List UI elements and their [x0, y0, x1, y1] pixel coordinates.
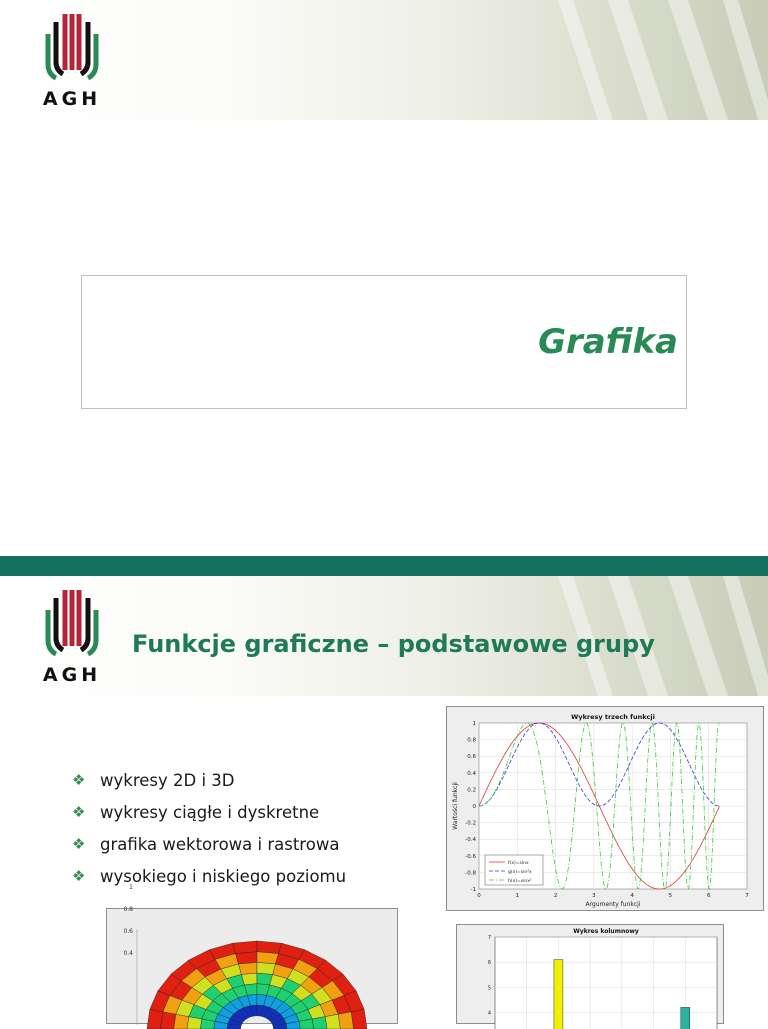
surface-patch	[241, 973, 257, 985]
diamond-bullet-icon: ❖	[72, 867, 86, 885]
x-tick-label: 4	[630, 893, 634, 899]
x-axis-label: Argumenty funkcji	[585, 901, 641, 908]
bar	[681, 1007, 690, 1029]
diamond-bullet-icon: ❖	[72, 803, 86, 821]
bullet-text: wysokiego i niskiego poziomu	[100, 866, 347, 886]
bullet-text: wykresy ciągłe i dyskretne	[100, 802, 320, 822]
surface-plot	[107, 884, 399, 1025]
y-tick-label: 0	[472, 804, 476, 810]
x-tick-label: 0	[477, 893, 481, 899]
header-decoration	[438, 0, 768, 120]
logo-text: AGH	[42, 664, 102, 686]
bullet-item	[72, 828, 402, 860]
y-tick-label: 0.6	[467, 754, 476, 761]
bullet-item	[72, 796, 402, 828]
x-tick-label: 2	[553, 893, 558, 899]
bullet-item	[72, 860, 402, 892]
y-tick-label: 5	[487, 985, 491, 992]
surface-patch	[257, 962, 276, 974]
y-tick-label: 7	[487, 935, 491, 941]
y-tick-label: -0.6	[465, 853, 476, 860]
slide-separator	[0, 556, 768, 576]
slide-title: Grafika	[538, 322, 678, 362]
x-tick-label: 6	[706, 893, 711, 899]
x-tick-label: 5	[668, 893, 673, 899]
legend-label: f(x)=sinx	[508, 861, 529, 866]
y-tick-label: 4	[487, 1010, 491, 1017]
agh-logo	[36, 588, 108, 686]
surface-patch	[160, 1012, 175, 1029]
bullet-item	[72, 764, 402, 796]
y-axis-label: Wartości funkcji	[452, 782, 459, 830]
surface-patch	[312, 1017, 327, 1029]
bar	[554, 960, 563, 1029]
x-tick-label: 3	[592, 893, 596, 899]
agh-logo	[36, 12, 108, 110]
line-chart	[447, 707, 765, 912]
y-tick-label: 0.4	[467, 770, 476, 777]
y-tick-label: -1	[470, 887, 476, 893]
diamond-bullet-icon: ❖	[72, 771, 86, 789]
slide-title: Funkcje graficzne – podstawowe grupy	[132, 630, 655, 658]
bullet-text: grafika wektorowa i rastrowa	[100, 834, 340, 854]
surface-patch	[239, 962, 258, 974]
bullet-text: wykresy 2D i 3D	[100, 770, 235, 790]
z-tick-label: 0.4	[123, 950, 133, 957]
diamond-bullet-icon: ❖	[72, 835, 86, 853]
z-tick-label: 0.8	[123, 906, 133, 913]
surface-patch	[147, 1009, 163, 1029]
legend-label: g(x)=sin²x	[508, 870, 532, 875]
surface-patch	[257, 952, 279, 964]
surface-plot-figure	[106, 884, 398, 1024]
x-tick-label: 7	[745, 893, 749, 899]
slide-header-band	[0, 0, 768, 120]
surface-patch	[236, 952, 258, 964]
surface-patch	[174, 1014, 189, 1029]
agh-emblem-icon	[45, 588, 99, 656]
agh-emblem-icon	[45, 12, 99, 80]
content-slide	[0, 576, 768, 1024]
y-tick-label: -0.2	[465, 820, 476, 827]
surface-patch	[338, 1012, 353, 1029]
chart-title: Wykresy trzech funkcji	[571, 713, 655, 721]
y-tick-label: 1	[472, 721, 476, 727]
surface-patch	[257, 941, 282, 954]
y-tick-label: 0.2	[467, 787, 476, 794]
surface-patch	[351, 1009, 367, 1029]
bar-chart	[457, 925, 725, 1025]
title-box	[81, 275, 687, 409]
y-tick-label: -0.8	[465, 870, 476, 877]
z-tick-label: 1	[129, 884, 133, 891]
bar-chart-figure	[456, 924, 724, 1024]
logo-text: AGH	[42, 88, 102, 110]
line-chart-figure	[446, 706, 764, 911]
y-tick-label: -0.4	[465, 837, 476, 844]
bullet-list	[72, 764, 402, 892]
surface-patch	[325, 1014, 340, 1029]
legend-label: h(x)=sinx²	[508, 879, 532, 884]
z-tick-label: 0.6	[123, 928, 133, 935]
y-tick-label: 6	[487, 960, 491, 967]
chart-title: Wykres kolumnowy	[573, 928, 639, 935]
x-tick-label: 1	[515, 893, 520, 899]
surface-patch	[233, 941, 258, 954]
y-tick-label: 0.8	[467, 737, 476, 744]
